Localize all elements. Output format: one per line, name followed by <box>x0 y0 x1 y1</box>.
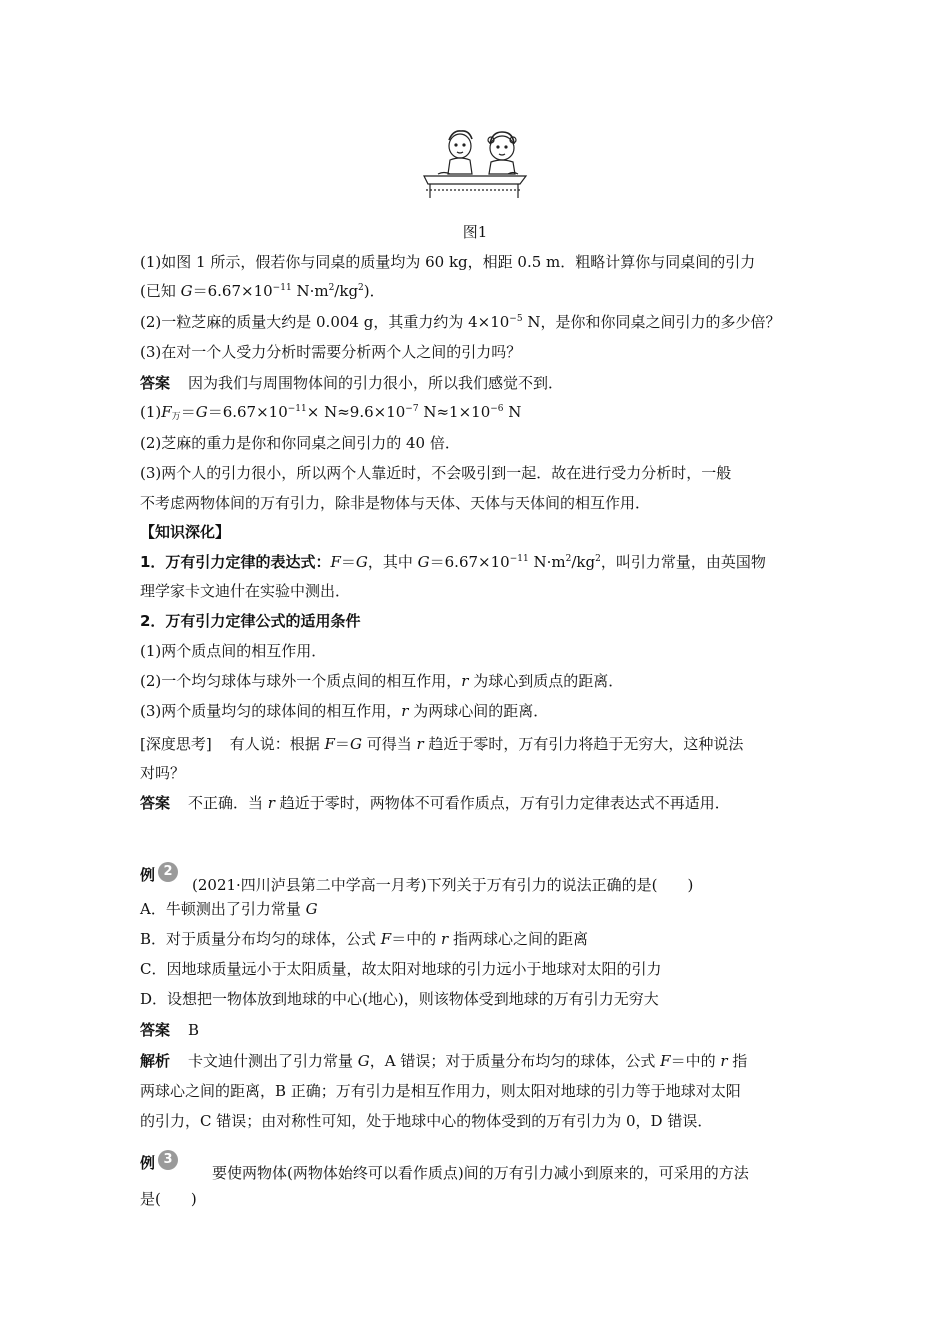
example-2-analysis-line-3: 的引力，C 错误；由对称性可知，处于地球中心的物体受到的万有引力为 0，D 错误． <box>140 1112 713 1130</box>
example-2-option-d: D．设想把一物体放到地球的中心(地心)，则该物体受到地球的万有引力无穷大 <box>140 990 659 1008</box>
example-2-option-b: B．对于质量分布均匀的球体，公式 F＝中的 r 指两球心之间的距离 <box>140 930 588 948</box>
condition-2: (2)一个均匀球体与球外一个质点间的相互作用，r 为球心到质点的距离． <box>140 672 624 690</box>
answer-1-part-2: (2)芝麻的重力是你和你同桌之间引力的 40 倍． <box>140 434 460 452</box>
example-3-stem: 例 3 要使两物体(两物体始终可以看作质点)间的万有引力减小到原来的，可采用的方法 <box>140 1152 749 1182</box>
figure-caption: 图1 <box>462 223 488 241</box>
figure-children-desk <box>418 128 532 202</box>
knowledge-point-2-heading: 2．万有引力定律公式的适用条件 <box>140 612 361 630</box>
example-2-analysis-line-2: 两球心之间的距离，B 正确；万有引力是相互作用力，则太阳对地球的引力等于地球对太阳 <box>140 1082 741 1100</box>
example-2-option-a: A．牛顿测出了引力常量 G <box>140 900 318 918</box>
question-1-line-1: (1)如图 1 所示，假若你与同桌的质量均为 60 kg，相距 0.5 m．粗略计算你与同桌间的引力 <box>140 253 756 271</box>
knowledge-point-1-line-2: 理学家卡文迪什在实验中测出． <box>140 582 351 600</box>
answer-1-intro: 答案 因为我们与周围物体间的引力很小，所以我们感觉不到． <box>140 374 564 392</box>
example-2-analysis-line-1: 解析 卡文迪什测出了引力常量 G，A 错误；对于质量分布均匀的球体，公式 F＝中的 r 指 <box>140 1052 748 1070</box>
example-2-option-c: C．因地球质量远小于太阳质量，故太阳对地球的引力远小于地球对太阳的引力 <box>140 960 662 978</box>
answer-1-part-3-line-1: (3)两个人的引力很小，所以两个人靠近时，不会吸引到一起．故在进行受力分析时，一般 <box>140 464 732 482</box>
example-2-answer: 答案 B <box>140 1021 200 1039</box>
question-1-line-2: (已知 $G=6.67\times 10^{-11}$ $N\cdot m^2/kg^2$)． <box>140 282 385 300</box>
deep-thinking-line-1: [深度思考] 有人说：根据 F＝G 可得当 r 趋近于零时，万有引力将趋于无穷大，这种说法 <box>140 735 744 753</box>
knowledge-heading: 【知识深化】 <box>140 523 231 541</box>
answer-1-part-1: $(1)F_万=G=6.67\times 10^{-11}\times N\approx 9.6\times 10^{-7}$ $N\approx 1\times 10^{-6}$ N <box>140 403 522 422</box>
knowledge-point-1-line-1: 1．万有引力定律的表达式：F＝G，其中 $G=6.67\times 10^{-11}$ $N\cdot m^2/kg^2$，叫引力常量，由英国物 <box>140 553 766 571</box>
deep-thinking-answer: 答案 不正确．当 r 趋近于零时，两物体不可看作质点，万有引力定律表达式不再适用． <box>140 794 730 812</box>
condition-1: (1)两个质点间的相互作用． <box>140 642 327 660</box>
example-3-badge: 例 3 <box>140 1150 192 1176</box>
question-2: (2)一粒芝麻的质量大约是 0.004 g，其重力约为 $4\times 10^{-5}$ N，是你和你同桌之间引力的多少倍？ <box>140 313 781 331</box>
answer-1-part-3-line-2: 不考虑两物体间的万有引力，除非是物体与天体、天体与天体间的相互作用． <box>140 494 651 512</box>
question-3: (3)在对一个人受力分析时需要分析两个人之间的引力吗？ <box>140 343 522 361</box>
example-2-badge: 例 2 <box>140 862 192 888</box>
condition-3: (3)两个质量均匀的球体间的相互作用，r 为两球心间的距离． <box>140 702 549 720</box>
deep-thinking-line-2: 对吗？ <box>140 764 186 782</box>
example-3-stem-line-2: 是( ) <box>140 1190 197 1208</box>
example-2-stem: 例 2 (2021·四川泸县第二中学高一月考)下列关于万有引力的说法正确的是( ) <box>140 864 694 894</box>
